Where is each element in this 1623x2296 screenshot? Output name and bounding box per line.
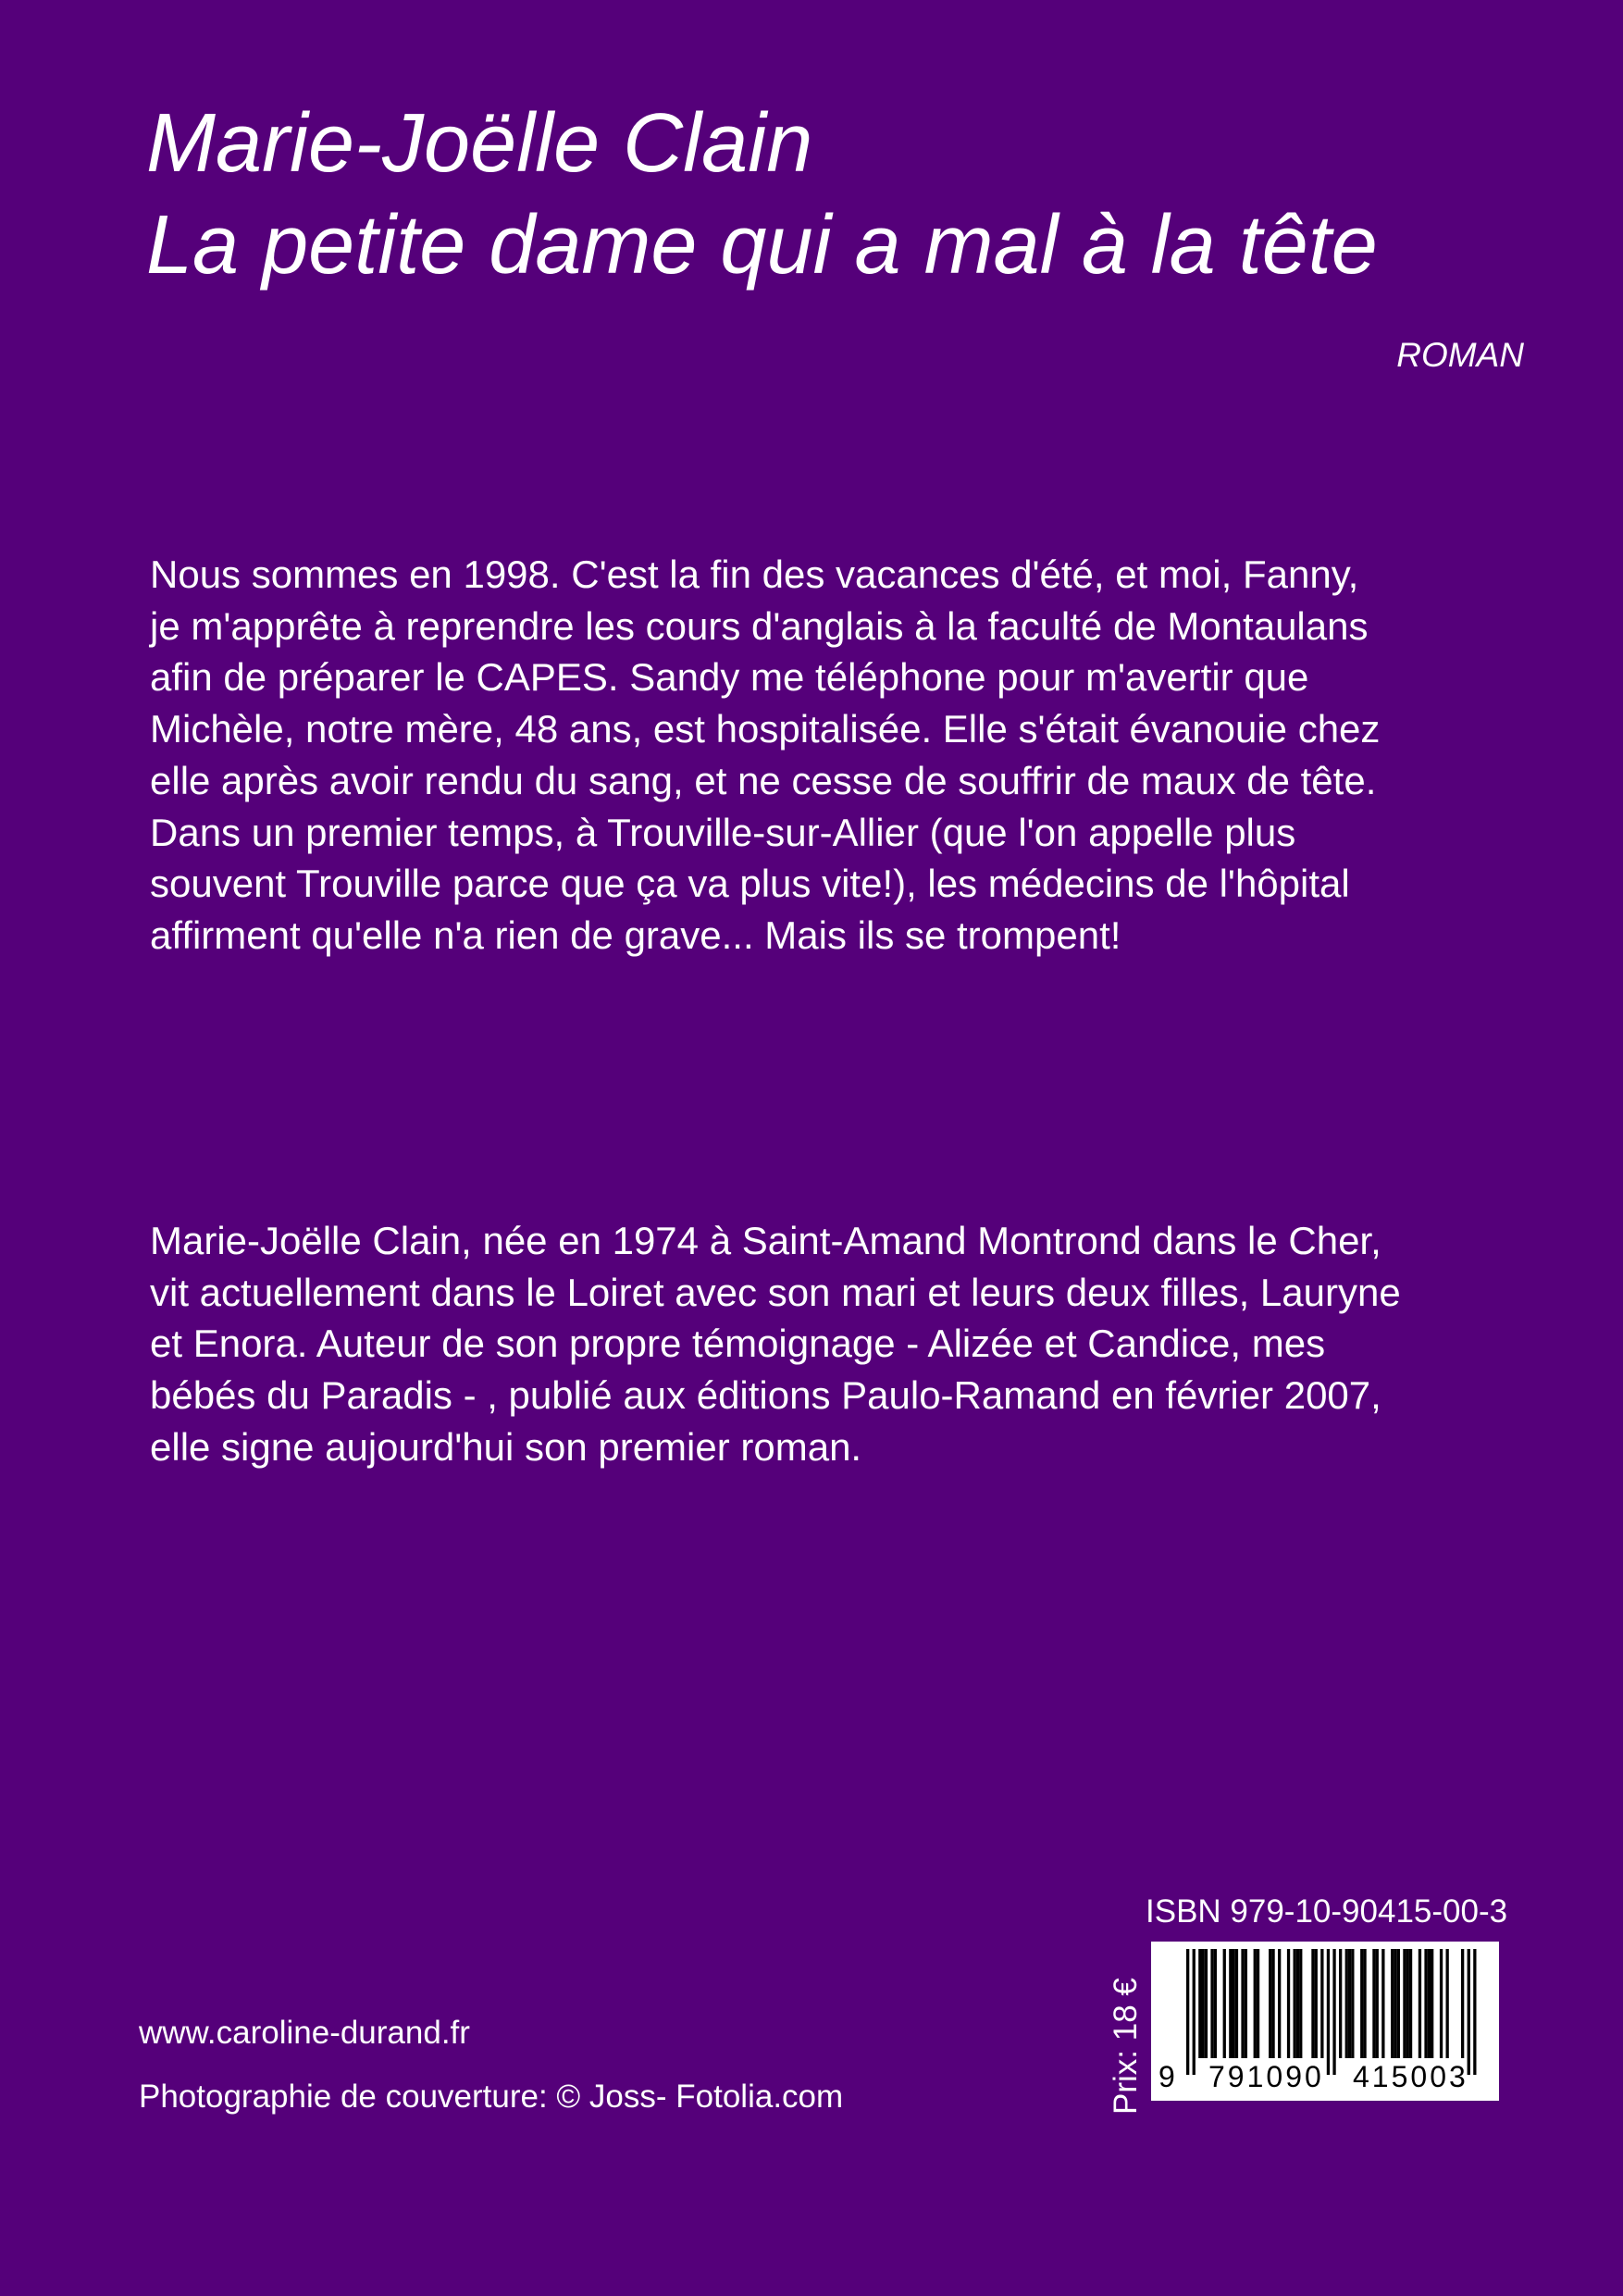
barcode-bar: [1210, 1949, 1213, 2058]
barcode-bar: [1372, 1949, 1375, 2058]
book-title: La petite dame qui a mal à la tête: [146, 199, 1378, 292]
barcode-left-digits: 791090: [1208, 2060, 1324, 2093]
bio-line: Marie-Joëlle Clain, née en 1974 à Saint-Amand Montrond dans le Cher,: [150, 1219, 1381, 1262]
barcode-bar: [1428, 1949, 1431, 2058]
synopsis-line: Nous sommes en 1998. C'est la fin des vacances d'été, et moi, Fanny,: [150, 552, 1359, 596]
barcode: [1151, 1942, 1499, 2101]
barcode-bar: [1223, 1949, 1226, 2058]
barcode-bar: [1403, 1949, 1406, 2058]
barcode-bar: [1348, 1949, 1351, 2058]
barcode-bar: [1254, 1949, 1257, 2058]
isbn-label: ISBN 979-10-90415-00-3: [1146, 1893, 1508, 1930]
barcode-bar: [1446, 1949, 1449, 2058]
barcode-bar: [1287, 1949, 1290, 2058]
barcode-bar: [1202, 1949, 1205, 2058]
barcode-bar: [1229, 1949, 1232, 2058]
synopsis-line: affirment qu'elle n'a rien de grave... Mais ils se trompent!: [150, 912, 1121, 957]
author-name: Marie-Joëlle Clain: [146, 97, 813, 190]
barcode-bar: [1257, 1949, 1259, 2058]
barcode-bar: [1315, 1949, 1318, 2058]
barcode-bar: [1339, 1949, 1342, 2058]
synopsis-line: souvent Trouville parce que ça va plus vite!), les médecins de l'hôpital: [150, 862, 1350, 906]
barcode-bar: [1271, 1949, 1274, 2058]
barcode-bar: [1440, 1949, 1443, 2058]
synopsis: [150, 549, 1593, 962]
barcode-bar: [1278, 1949, 1281, 2058]
synopsis-line: afin de préparer le CAPES. Sandy me téléphone pour m'avertir que: [150, 655, 1309, 700]
barcode-bar: [1394, 1949, 1396, 2058]
barcode-bar: [1381, 1949, 1384, 2058]
bio-line: bébés du Paradis - , publié aux éditions Paulo-Ramand en février 2007,: [150, 1373, 1381, 1418]
barcode-first-digit: 9: [1158, 2060, 1175, 2093]
barcode-bar: [1296, 1949, 1299, 2058]
bio-line: elle signe aujourd'hui son premier roman.: [150, 1424, 862, 1469]
barcode-bar: [1406, 1949, 1409, 2058]
bio-line: vit actuellement dans le Loiret avec son mari et leurs deux filles, Lauryne: [150, 1270, 1401, 1314]
photo-credit: Photographie de couverture: © Joss- Fotolia.com: [139, 2079, 844, 2115]
barcode-bar: [1473, 1949, 1476, 2075]
barcode-bar: [1311, 1949, 1314, 2058]
barcode-bar: [1241, 1949, 1244, 2058]
barcode-bar: [1363, 1949, 1366, 2058]
barcode-bar: [1299, 1949, 1302, 2058]
barcode-bar: [1332, 1949, 1335, 2075]
synopsis-line: elle après avoir rendu du sang, et ne cesse de souffrir de maux de tête.: [150, 758, 1377, 802]
barcode-bar: [1198, 1949, 1201, 2058]
barcode-bar: [1397, 1949, 1400, 2058]
barcode-bar: [1351, 1949, 1354, 2058]
barcode-bar: [1376, 1949, 1379, 2058]
barcode-bar: [1233, 1949, 1235, 2058]
barcode-right-digits: 415003: [1353, 2060, 1468, 2093]
barcode-bar: [1461, 1949, 1464, 2058]
barcode-bar: [1327, 1949, 1330, 2075]
synopsis-line: je m'apprête à reprendre les cours d'anglais à la faculté de Montaulans: [150, 603, 1369, 648]
synopsis-line: Dans un premier temps, à Trouville-sur-Allier (que l'on appelle plus: [150, 810, 1296, 854]
price-label: Prix: 18 €: [1108, 1978, 1144, 2115]
barcode-bar: [1419, 1949, 1421, 2058]
barcode-bar: [1391, 1949, 1394, 2058]
genre-label: ROMAN: [1396, 336, 1524, 374]
barcode-bar: [1424, 1949, 1427, 2058]
barcode-bar: [1235, 1949, 1238, 2058]
barcode-bar: [1345, 1949, 1348, 2058]
barcode-bar: [1360, 1949, 1363, 2058]
publisher-website: www.caroline-durand.fr: [139, 2015, 470, 2051]
barcode-bar: [1193, 1949, 1196, 2075]
synopsis-line: Michèle, notre mère, 48 ans, est hospitalisée. Elle s'était évanouie chez: [150, 707, 1381, 751]
barcode-bar: [1294, 1949, 1296, 2058]
bio-line: et Enora. Auteur de son propre témoignage - Alizée et Candice, mes: [150, 1322, 1326, 1366]
barcode-bar: [1214, 1949, 1217, 2058]
barcode-bar: [1269, 1949, 1271, 2058]
barcode-bar: [1409, 1949, 1412, 2058]
barcode-bar: [1468, 1949, 1470, 2075]
barcode-bar: [1205, 1949, 1208, 2058]
author-bio: [150, 1215, 1593, 1473]
barcode-bar: [1186, 1949, 1189, 2075]
barcode-bar: [1431, 1949, 1433, 2058]
barcode-bar: [1245, 1949, 1247, 2058]
barcode-bar: [1320, 1949, 1323, 2058]
